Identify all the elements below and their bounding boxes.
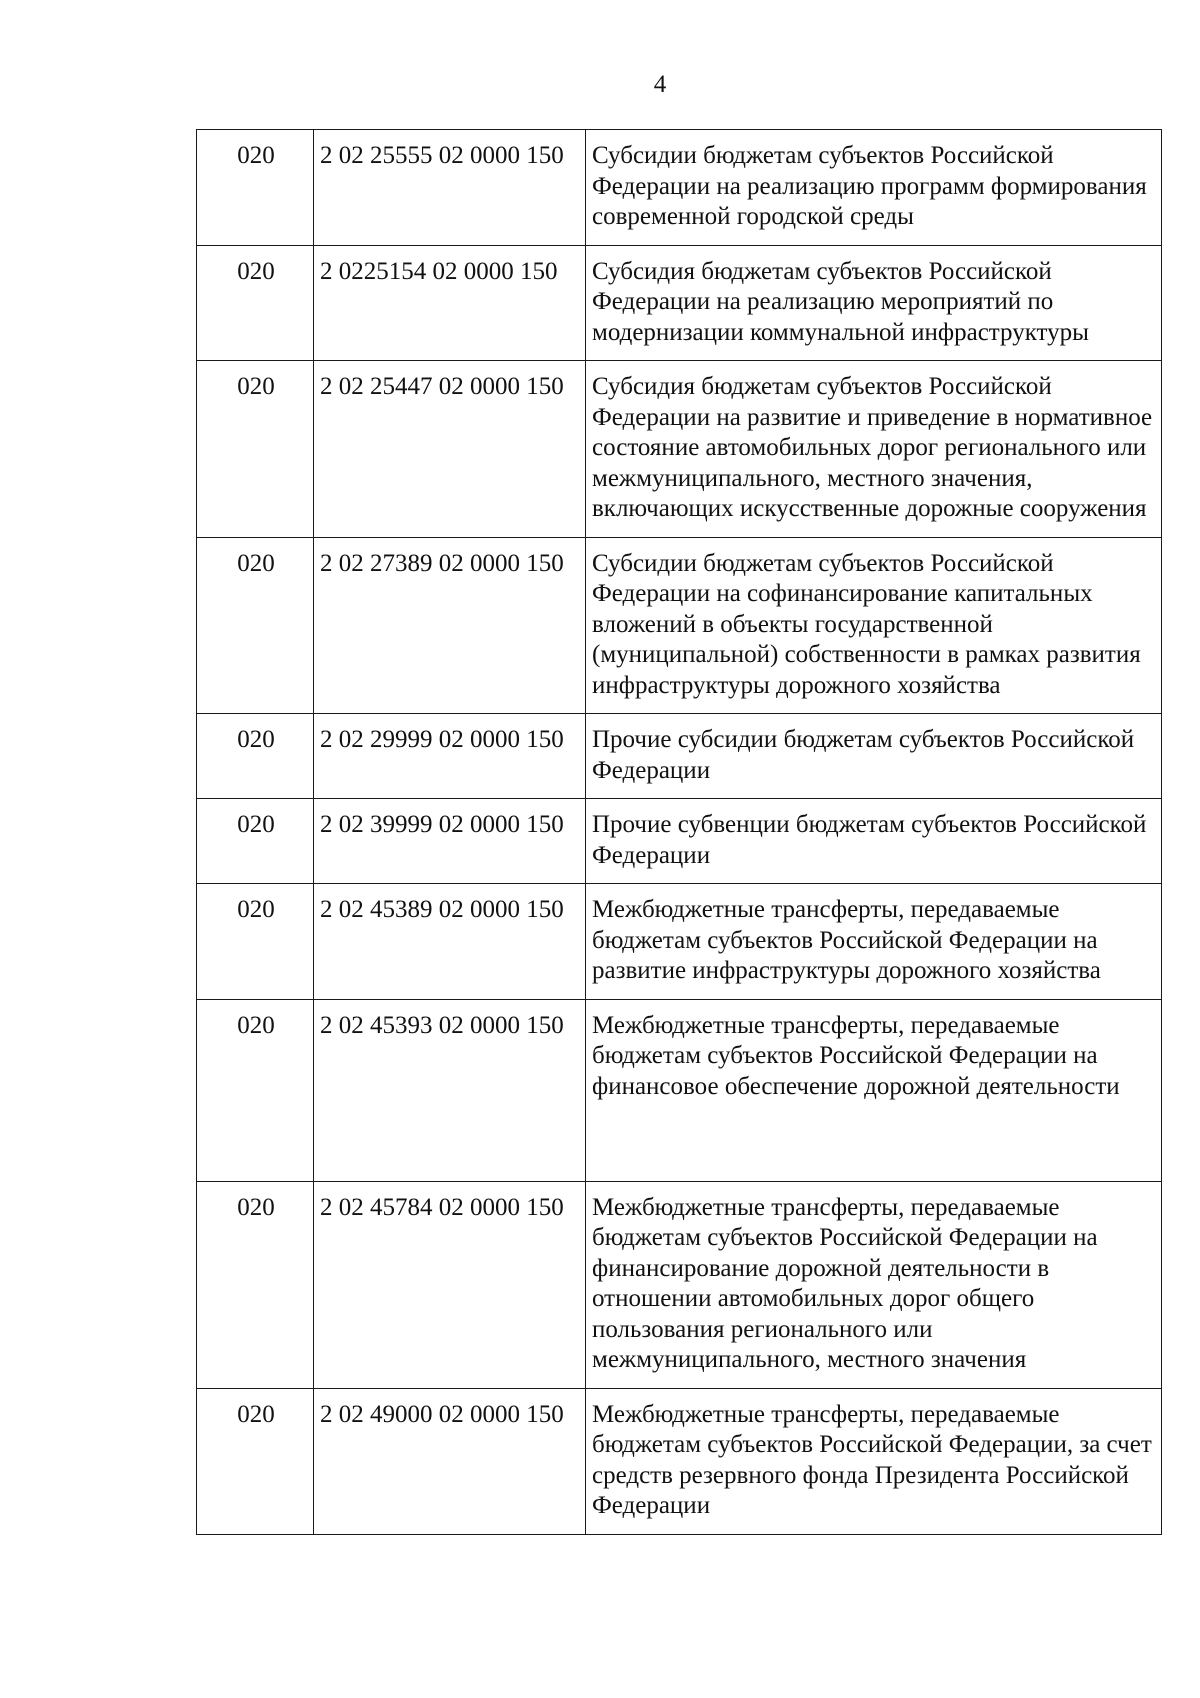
revenue-name-cell: Межбюджетные трансферты, передаваемые бюджетам субъектов Российской Федерации на развитие инфраструктуры дорожного хозяйства [586,884,1162,1000]
budget-code-cell: 2 02 49000 02 0000 150 [314,1388,586,1534]
budget-code-cell: 2 02 45389 02 0000 150 [314,884,586,1000]
page-number: 4 [653,71,667,98]
admin-code-cell: 020 [197,999,314,1181]
budget-code-cell: 2 02 25555 02 0000 150 [314,130,586,246]
table-row [197,1181,1162,1388]
budget-code-cell: 2 02 29999 02 0000 150 [314,714,586,799]
admin-code-cell: 020 [197,799,314,884]
budget-code-cell: 2 02 25447 02 0000 150 [314,361,586,538]
revenue-name-cell: Субсидия бюджетам субъектов Российской Федерации на реализацию мероприятий по модернизации коммунальной инфраструктуры [586,245,1162,361]
admin-code-cell: 020 [197,537,314,714]
table-row [197,799,1162,884]
revenue-name-cell: Прочие субсидии бюджетам субъектов Российской Федерации [586,714,1162,799]
table-row [197,884,1162,1000]
revenue-name-cell: Межбюджетные трансферты, передаваемые бюджетам субъектов Российской Федерации на финансовое обеспечение дорожной деятельности [586,999,1162,1181]
budget-code-cell: 2 02 45784 02 0000 150 [314,1181,586,1388]
admin-code-cell: 020 [197,884,314,1000]
budget-code-cell: 2 02 45393 02 0000 150 [314,999,586,1181]
table-row [197,1388,1162,1534]
revenue-name-cell: Субсидия бюджетам субъектов Российской Федерации на развитие и приведение в нормативное состояние автомобильных дорог регионального или межмуниципального, местного значения, включающих искусственные дорожные сооружения [586,361,1162,538]
budget-code-cell: 2 02 39999 02 0000 150 [314,799,586,884]
admin-code-cell: 020 [197,1181,314,1388]
admin-code-cell: 020 [197,245,314,361]
revenue-name-cell: Прочие субвенции бюджетам субъектов Российской Федерации [586,799,1162,884]
table-row [197,245,1162,361]
budget-code-cell: 2 02 27389 02 0000 150 [314,537,586,714]
revenue-name-cell: Межбюджетные трансферты, передаваемые бюджетам субъектов Российской Федерации на финансирование дорожной деятельности в отношении автомобильных дорог общего пользования регионального или межмуниципального, местного значения [586,1181,1162,1388]
admin-code-cell: 020 [197,1388,314,1534]
revenue-name-cell: Субсидии бюджетам субъектов Российской Федерации на реализацию программ формирования современной городской среды [586,130,1162,246]
revenue-name-cell: Субсидии бюджетам субъектов Российской Федерации на софинансирование капитальных вложений в объекты государственной (муниципальной) собственности в рамках развития инфраструктуры дорожного хозяйства [586,537,1162,714]
revenue-name-cell: Межбюджетные трансферты, передаваемые бюджетам субъектов Российской Федерации, за счет средств резервного фонда Президента Российской Федерации [586,1388,1162,1534]
admin-code-cell: 020 [197,361,314,538]
admin-code-cell: 020 [197,714,314,799]
table-row [197,537,1162,714]
table-row [197,361,1162,538]
budget-revenue-table [196,129,1162,1535]
table-row [197,714,1162,799]
table-row [197,130,1162,246]
budget-code-cell: 2 0225154 02 0000 150 [314,245,586,361]
admin-code-cell: 020 [197,130,314,246]
table-row [197,999,1162,1181]
